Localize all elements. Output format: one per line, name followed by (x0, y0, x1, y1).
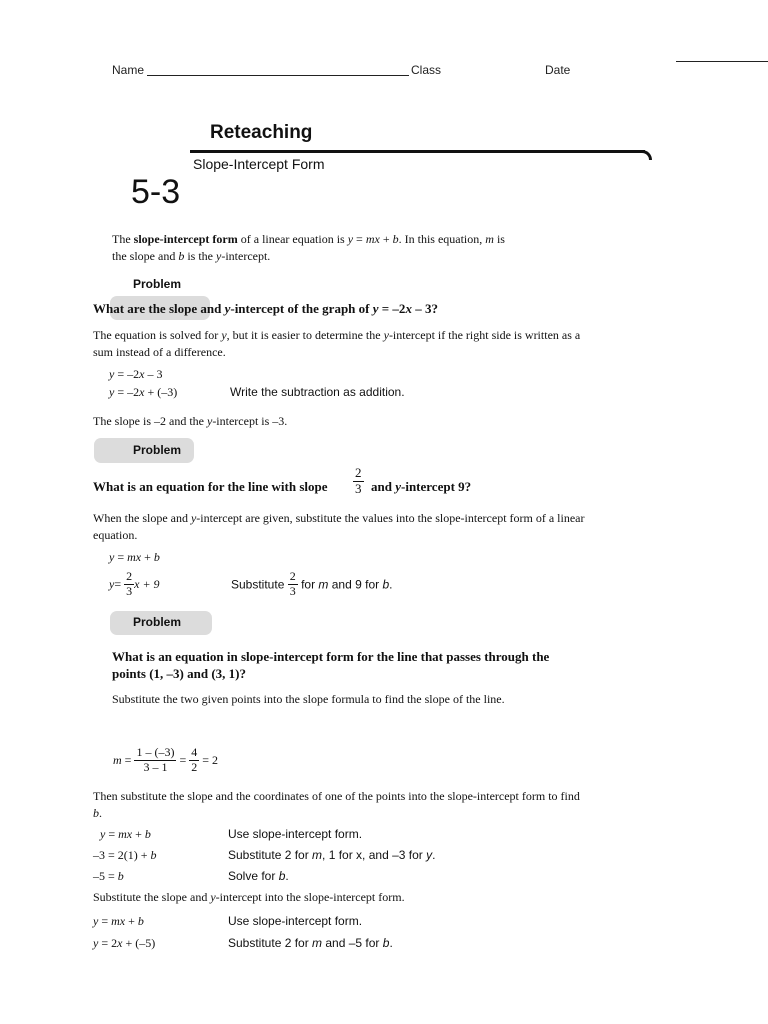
page-title: Reteaching (210, 122, 313, 143)
problem-3-row-4-note: Use slope-intercept form. (228, 914, 363, 928)
problem-3-row-1: y = mx + b (100, 827, 151, 841)
problem-3-row-2: –3 = 2(1) + b (93, 848, 157, 862)
problem-1-eq-1: y = –2x – 3 (109, 367, 163, 381)
problem-1-explain-2: sum instead of a difference. (93, 345, 226, 359)
problem-1-eq-2-note: Write the subtraction as addition. (230, 385, 405, 399)
title-rule-end (640, 150, 652, 160)
problem-2-slope-fraction: $\frac{2}{3}$ (355, 465, 362, 496)
problem-3-explain-4: Substitute the slope and y-intercept into the slope-intercept form. (93, 890, 405, 904)
problem-3-row-4: y = mx + b (93, 914, 144, 928)
problem-2-question-a: What is an equation for the line with slope (93, 479, 328, 494)
title-rule (190, 150, 645, 153)
problem-3-row-5-note: Substitute 2 for m and –5 for b. (228, 936, 393, 950)
problem-1-label: Problem (133, 277, 182, 291)
problem-3-row-1-note: Use slope-intercept form. (228, 827, 363, 841)
problem-2-eq-1: y = mx + b (109, 550, 160, 564)
date-label: Date (545, 63, 571, 77)
name-label: Name (112, 63, 145, 77)
problem-3-explain-3: b. (93, 806, 102, 820)
problem-3-row-3: –5 = b (93, 869, 124, 883)
problem-2-explain-2: equation. (93, 528, 138, 542)
problem-3-explain-2: Then substitute the slope and the coordinates of one of the points into the slope-intercept form to find (93, 789, 580, 803)
problem-1-explain-1: The equation is solved for y, but it is easier to determine the y-intercept if the right side is written as a (93, 328, 581, 342)
problem-3-row-2-note: Substitute 2 for m, 1 for x, and –3 for y. (228, 848, 436, 862)
problem-3-label: Problem (133, 615, 182, 629)
class-label: Class (411, 63, 442, 77)
problem-1-eq-2: y = –2x + (–3) (109, 385, 178, 399)
problem-2-eq-2: y= $\frac{2}{3}$ x + 9 (109, 569, 160, 598)
name-blank-line[interactable] (147, 75, 409, 76)
problem-3-explain-1: Substitute the two given points into the slope formula to find the slope of the line. (112, 692, 505, 706)
intro-line-1: The slope-intercept form of a linear equation is y = mx + b. In this equation, m is (112, 232, 505, 246)
problem-1-conclusion: The slope is –2 and the y-intercept is –3. (93, 414, 288, 428)
problem-3-question-2: points (1, –3) and (3, 1)? (112, 666, 246, 681)
problem-2-eq-2-note: Substitute $\frac{2}{3}$ for m and 9 for b. (231, 569, 393, 598)
problem-3-row-3-note: Solve for b. (228, 869, 289, 883)
problem-3-question-1: What is an equation in slope-intercept form for the line that passes through the (112, 649, 550, 664)
problem-1-question: What are the slope and y-intercept of the graph of y = –2x – 3? (93, 301, 438, 316)
intro-line-2: the slope and b is the y-intercept. (112, 249, 271, 263)
date-blank-line[interactable] (676, 61, 768, 62)
problem-2-explain-1: When the slope and y-intercept are given, substitute the values into the slope-intercept form of a linear (93, 511, 585, 525)
page-subtitle: Slope-Intercept Form (193, 156, 325, 172)
slope-formula: m = $\frac{1 - (-3)}{3 - 1}$ = $\frac{4}{2}$ = 2 (113, 745, 219, 774)
problem-2-label: Problem (133, 443, 182, 457)
problem-2-question-b: and y-intercept 9? (371, 479, 472, 494)
problem-3-row-5: y = 2x + (–5) (93, 936, 156, 950)
lesson-number: 5-3 (131, 173, 181, 211)
